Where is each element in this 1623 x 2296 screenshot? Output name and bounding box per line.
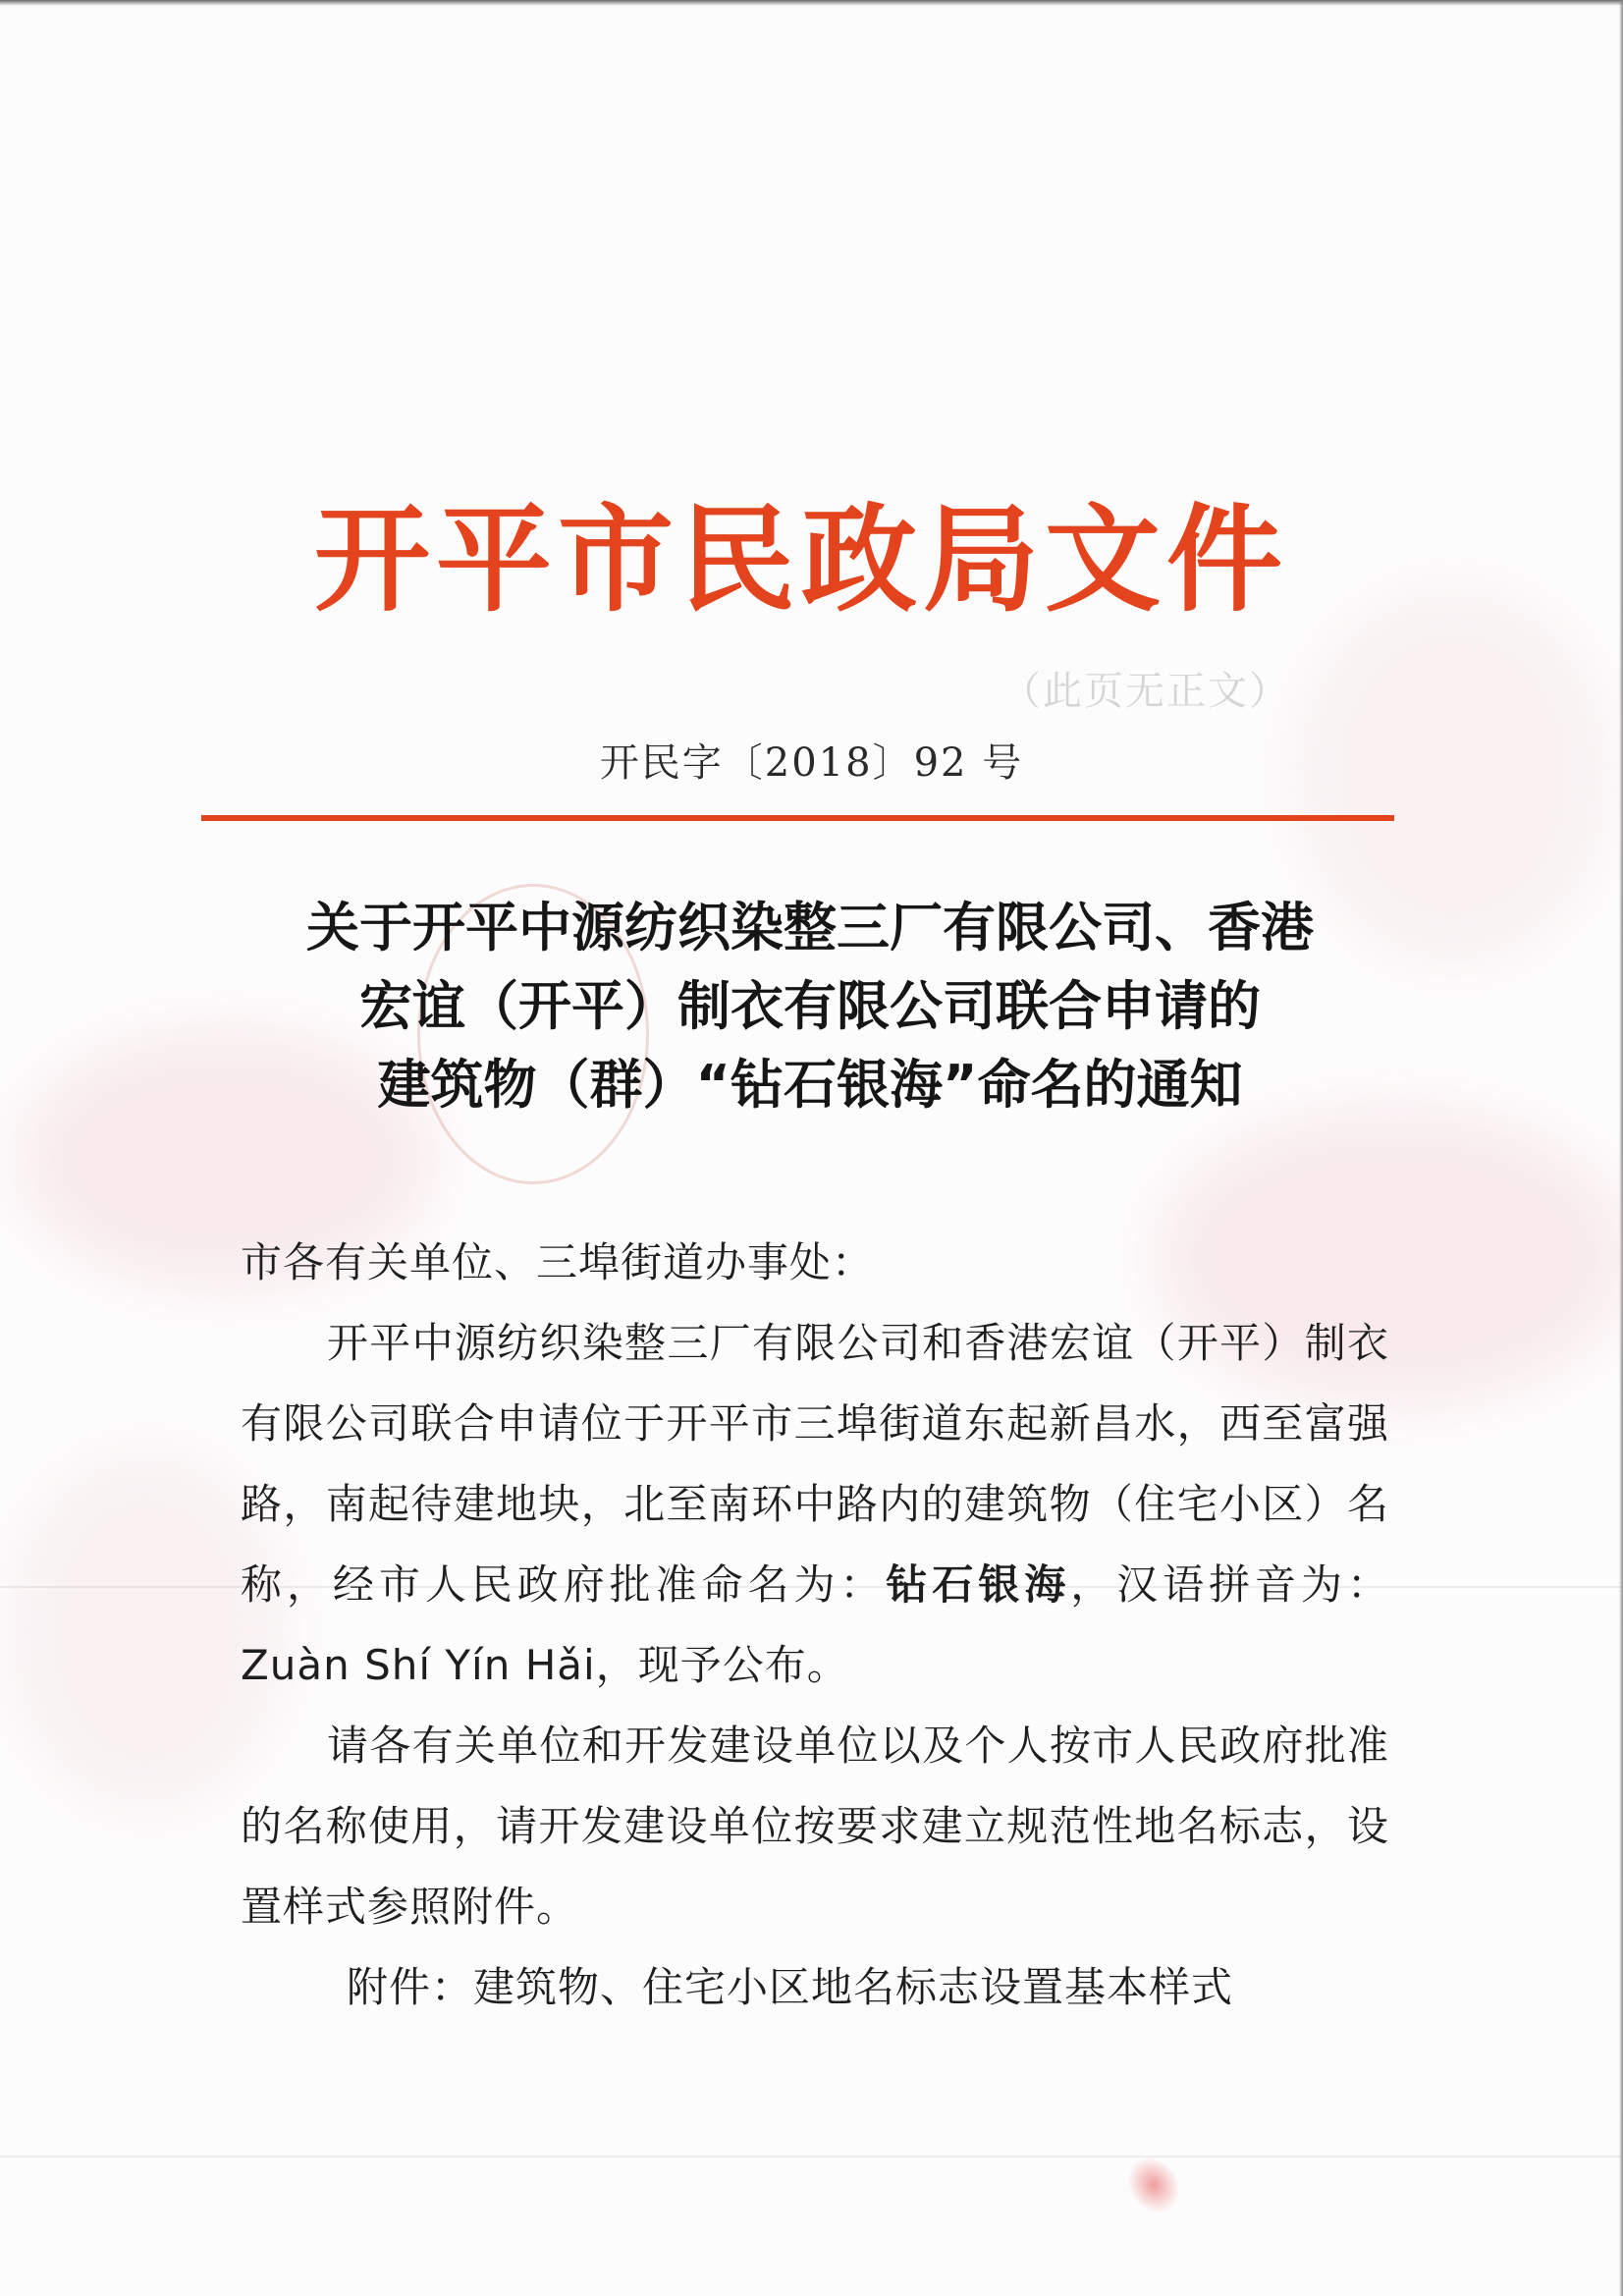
- attachment-line: 附件：建筑物、住宅小区地名标志设置基本样式: [347, 1963, 1234, 2011]
- paragraph-1-text: ，现予公布。: [595, 1641, 849, 1689]
- red-ink-mark: [1116, 2147, 1190, 2223]
- body-text: [241, 1223, 1389, 2028]
- faint-line: [0, 2156, 1623, 2158]
- paragraph-1-text: ，汉语拼音为：: [1070, 1560, 1389, 1609]
- watermark-note: （此页无正文）: [1001, 669, 1290, 714]
- paragraph-1: [241, 1303, 1389, 1706]
- red-divider: [201, 815, 1394, 821]
- notice-title: [157, 889, 1463, 1124]
- paragraph-1-text: 开平中源纺织染整三厂有限公司和香港宏谊（开平）制衣有限公司联合申请位于开平市三埠街道东起新昌水，西至富强路，南起待建地块，北至南环中路内的建筑物（住宅小区）名称，经市人民政府批准命名为：: [241, 1319, 1389, 1609]
- scan-top-edge: [0, 0, 1623, 6]
- paragraph-2: 请各有关单位和开发建设单位以及个人按市人民政府批准的名称使用，请开发建设单位按要求建立规范性地名标志，设置样式参照附件。: [241, 1722, 1389, 1931]
- pinyin: Zuàn Shí Yín Hǎi: [241, 1641, 596, 1689]
- scan-right-edge: [1619, 0, 1623, 2296]
- approved-name: 钻石银海: [886, 1560, 1071, 1609]
- agency-title: 开平市民政局文件: [314, 491, 1289, 628]
- notice-title-line: 宏谊（开平）制衣有限公司联合申请的: [359, 975, 1261, 1037]
- document-number: 开民字〔2018〕92 号: [599, 740, 1024, 786]
- salutation: 市各有关单位、三埠街道办事处：: [241, 1238, 875, 1286]
- notice-title-line: 建筑物（群）“钻石银海”命名的通知: [377, 1054, 1243, 1116]
- notice-title-line: 关于开平中源纺织染整三厂有限公司、香港: [306, 897, 1314, 958]
